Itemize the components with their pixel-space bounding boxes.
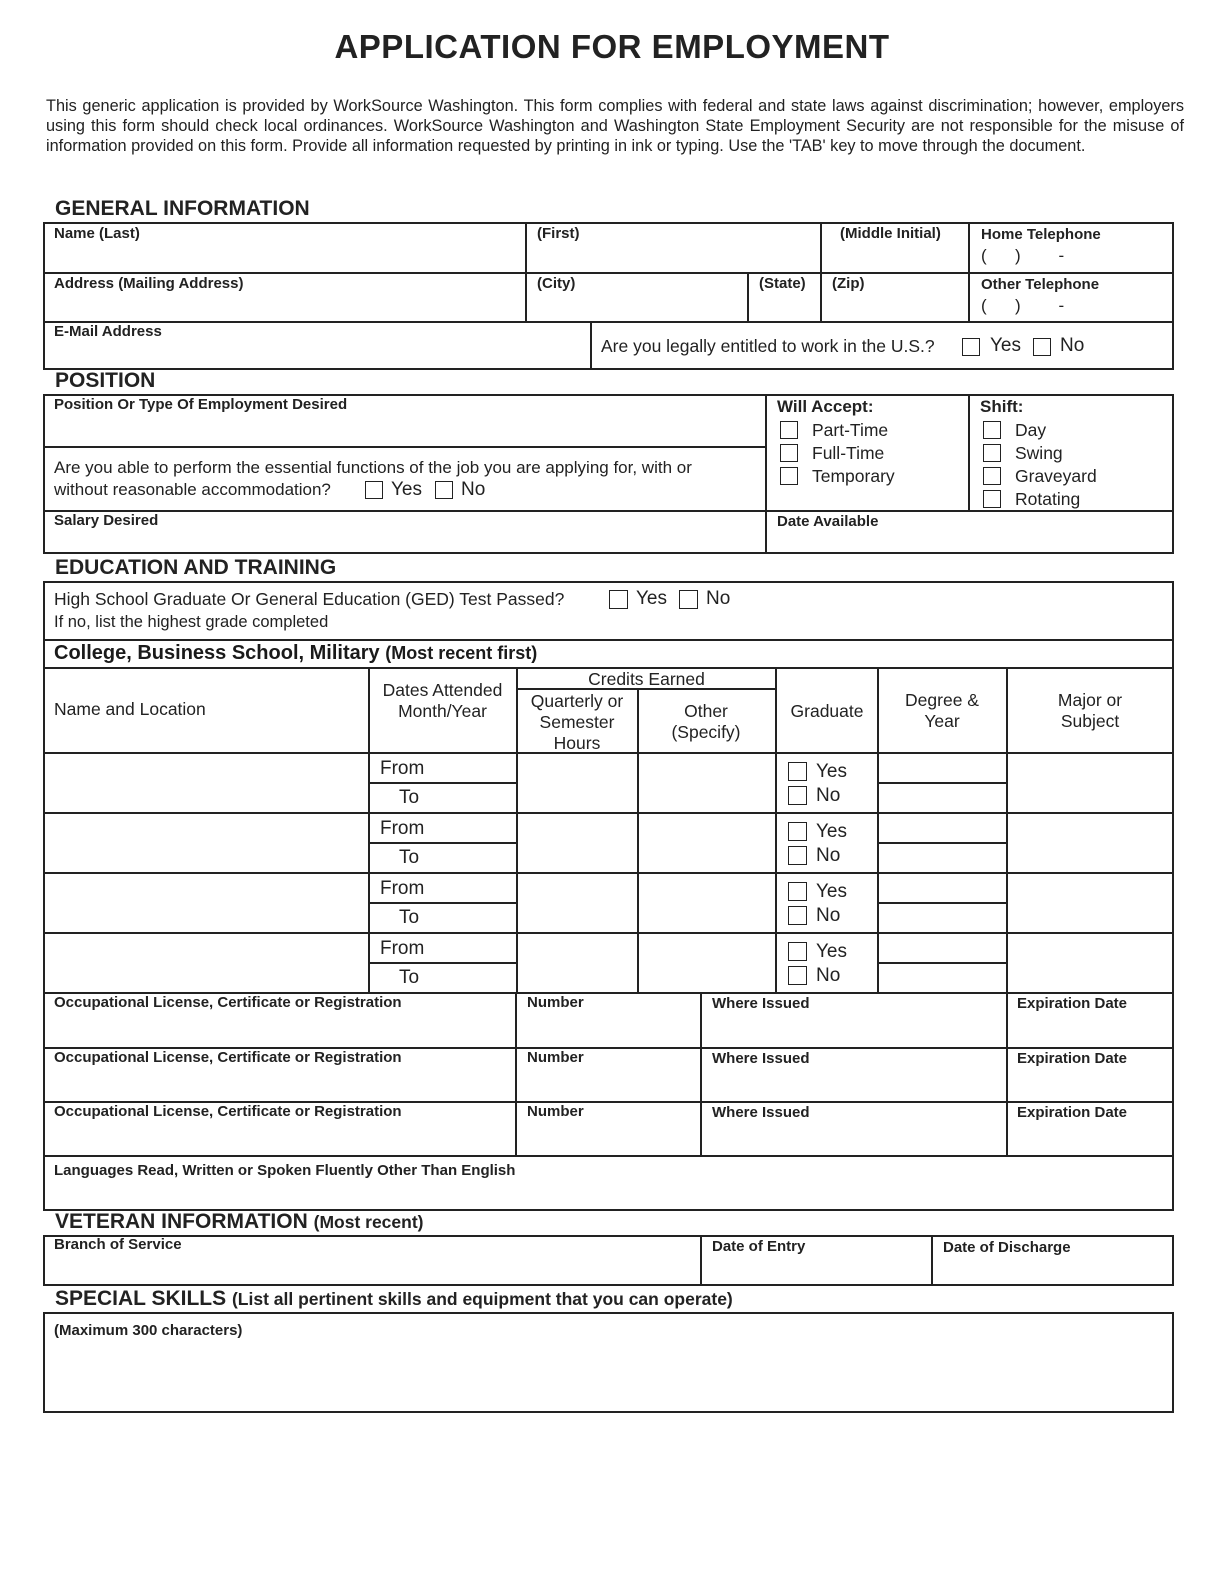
essential-functions-question: Are you able to perform the essential functions of the job you are applying for, with or xyxy=(54,458,692,477)
essential-no-label: No xyxy=(461,479,486,500)
will-accept-label: Will Accept: xyxy=(777,397,874,416)
divider xyxy=(877,842,1007,844)
divider xyxy=(515,993,517,1157)
divider xyxy=(43,1235,1174,1237)
divider xyxy=(1172,1235,1174,1286)
divider xyxy=(1172,394,1174,554)
graduate-yes-checkbox[interactable] xyxy=(788,822,807,841)
temporary-label: Temporary xyxy=(812,466,895,486)
swing-shift-checkbox[interactable] xyxy=(983,444,1001,462)
skills-heading-text: SPECIAL SKILLS xyxy=(55,1287,227,1310)
divider xyxy=(43,446,766,448)
license-field-3[interactable]: Occupational License, Certificate or Registration xyxy=(54,1103,402,1120)
divider xyxy=(747,272,749,323)
essential-no-checkbox[interactable] xyxy=(435,481,453,499)
special-skills-field[interactable]: (Maximum 300 characters) xyxy=(54,1322,243,1339)
to-label: To xyxy=(399,967,420,988)
license-expiration-1[interactable]: Expiration Date xyxy=(1017,995,1128,1012)
other-phone-mask: ( ) - xyxy=(981,296,1065,315)
graduate-yes-checkbox[interactable] xyxy=(788,762,807,781)
rotating-shift-label: Rotating xyxy=(1015,489,1081,509)
date-of-entry-field[interactable]: Date of Entry xyxy=(712,1238,806,1255)
license-where-issued-2[interactable]: Where Issued xyxy=(712,1050,810,1067)
divider xyxy=(1006,993,1008,1157)
divider xyxy=(43,552,1174,554)
divider xyxy=(43,1312,45,1413)
divider xyxy=(43,222,45,370)
license-number-2[interactable]: Number xyxy=(527,1049,584,1066)
divider xyxy=(43,272,1174,274)
divider xyxy=(43,1155,1174,1157)
shift-label: Shift: xyxy=(980,397,1024,416)
from-label: From xyxy=(380,818,425,839)
divider xyxy=(43,581,45,1211)
essential-yes-checkbox[interactable] xyxy=(365,481,383,499)
home-phone-mask: ( ) - xyxy=(981,246,1065,265)
swing-shift-label: Swing xyxy=(1015,443,1063,463)
graduate-yes-label: Yes xyxy=(816,881,847,902)
college-heading xyxy=(54,642,537,665)
other-telephone-field[interactable]: Other Telephone xyxy=(981,276,1100,293)
college-heading-text: College, Business School, Military xyxy=(54,642,380,664)
col-degree-year: Degree & Year xyxy=(905,690,979,731)
education-heading: EDUCATION AND TRAINING xyxy=(55,556,337,579)
graveyard-shift-label: Graveyard xyxy=(1015,466,1097,486)
divider xyxy=(43,812,1174,814)
divider xyxy=(700,993,702,1157)
license-field-1[interactable]: Occupational License, Certificate or Registration xyxy=(54,994,402,1011)
hs-yes-label: Yes xyxy=(636,588,667,609)
part-time-label: Part-Time xyxy=(812,420,889,440)
divider xyxy=(931,1235,933,1286)
veteran-heading xyxy=(55,1210,424,1234)
col-dates-attended: Dates Attended Month/Year xyxy=(382,680,503,721)
divider xyxy=(43,581,1174,583)
graduate-yes-label: Yes xyxy=(816,821,847,842)
divider xyxy=(700,1235,702,1286)
divider xyxy=(590,321,592,370)
graduate-yes-label: Yes xyxy=(816,761,847,782)
from-label: From xyxy=(380,878,425,899)
divider xyxy=(368,667,370,993)
divider xyxy=(968,222,970,323)
col-graduate: Graduate xyxy=(790,701,864,721)
essential-functions-question-2: without reasonable accommodation? xyxy=(54,480,331,499)
graduate-no-label: No xyxy=(816,845,841,866)
state-field[interactable]: (State) xyxy=(759,275,806,292)
intro-paragraph: This generic application is provided by WorkSource Washington. This form complies with federal and state laws against discrimination; however, employers using this form should check local ordinances. WorkSource Washington and Washington State Employment Security are not responsible for the misuse of information provided on this form. Provide all information requested by printing in ink or typing. Use the 'TAB' key to move through the document. xyxy=(46,97,1184,155)
graduate-no-label: No xyxy=(816,905,841,926)
salary-desired-field[interactable]: Salary Desired xyxy=(54,512,159,529)
divider xyxy=(43,368,1174,370)
divider xyxy=(43,222,1174,224)
rotating-shift-checkbox[interactable] xyxy=(983,490,1001,508)
license-number-3[interactable]: Number xyxy=(527,1103,584,1120)
divider xyxy=(877,782,1007,784)
name-last-field[interactable]: Name (Last) xyxy=(54,225,140,242)
license-where-issued-3[interactable]: Where Issued xyxy=(712,1104,810,1121)
zip-field[interactable]: (Zip) xyxy=(832,275,865,292)
divider xyxy=(43,639,1174,641)
graduate-no-checkbox[interactable] xyxy=(788,786,807,805)
divider xyxy=(820,222,822,323)
temporary-checkbox[interactable] xyxy=(780,467,798,485)
position-heading: POSITION xyxy=(55,369,156,392)
col-other-specify: Other (Specify) xyxy=(671,701,741,742)
to-label: To xyxy=(399,907,420,928)
full-time-checkbox[interactable] xyxy=(780,444,798,462)
divider xyxy=(1006,667,1008,993)
legal-no-label: No xyxy=(1060,335,1085,356)
hs-no-label: No xyxy=(706,588,731,609)
address-field[interactable]: Address (Mailing Address) xyxy=(54,275,244,292)
divider xyxy=(968,394,970,512)
divider xyxy=(368,902,518,904)
divider xyxy=(516,667,518,993)
col-quarterly-hours: Quarterly or Semester Hours xyxy=(530,691,624,753)
graduate-no-label: No xyxy=(816,785,841,806)
divider xyxy=(877,902,1007,904)
col-name-location: Name and Location xyxy=(54,699,206,719)
col-credits-earned: Credits Earned xyxy=(588,669,705,689)
divider xyxy=(368,842,518,844)
graduate-no-checkbox[interactable] xyxy=(788,906,807,925)
license-number-1[interactable]: Number xyxy=(527,994,584,1011)
divider xyxy=(1172,581,1174,1211)
from-label: From xyxy=(380,758,425,779)
license-where-issued-1[interactable]: Where Issued xyxy=(712,995,810,1012)
graduate-no-label: No xyxy=(816,965,841,986)
hs-no-checkbox[interactable] xyxy=(679,590,698,609)
divider xyxy=(1172,1312,1174,1413)
general-heading: GENERAL INFORMATION xyxy=(55,197,310,220)
divider xyxy=(43,872,1174,874)
divider xyxy=(765,394,767,554)
divider xyxy=(43,932,1174,934)
graveyard-shift-checkbox[interactable] xyxy=(983,467,1001,485)
divider xyxy=(525,222,527,323)
skills-heading-sub: (List all pertinent skills and equipment that you can operate) xyxy=(231,1289,733,1309)
languages-field[interactable]: Languages Read, Written or Spoken Fluently Other Than English xyxy=(54,1162,516,1179)
to-label: To xyxy=(399,847,420,868)
middle-initial-field[interactable]: (Middle Initial) xyxy=(840,225,941,242)
divider xyxy=(43,1284,1174,1286)
license-field-2[interactable]: Occupational License, Certificate or Registration xyxy=(54,1049,402,1066)
hs-followup: If no, list the highest grade completed xyxy=(54,613,329,631)
license-expiration-2[interactable]: Expiration Date xyxy=(1017,1050,1128,1067)
hs-yes-checkbox[interactable] xyxy=(609,590,628,609)
date-available-field[interactable]: Date Available xyxy=(777,513,879,530)
full-time-label: Full-Time xyxy=(812,443,885,463)
graduate-yes-label: Yes xyxy=(816,941,847,962)
city-field[interactable]: (City) xyxy=(537,275,576,292)
day-shift-label: Day xyxy=(1015,420,1047,440)
day-shift-checkbox[interactable] xyxy=(983,421,1001,439)
first-name-field[interactable]: (First) xyxy=(537,225,580,242)
branch-of-service-field[interactable]: Branch of Service xyxy=(54,1236,182,1253)
veteran-heading-text: VETERAN INFORMATION xyxy=(55,1210,308,1233)
email-field[interactable]: E-Mail Address xyxy=(54,323,162,340)
skills-heading xyxy=(55,1287,733,1311)
graduate-yes-checkbox[interactable] xyxy=(788,882,807,901)
home-telephone-field[interactable]: Home Telephone xyxy=(981,226,1101,243)
legal-no-checkbox[interactable] xyxy=(1033,338,1051,356)
divider xyxy=(637,689,639,993)
legal-yes-checkbox[interactable] xyxy=(962,338,980,356)
divider xyxy=(43,1235,45,1286)
divider xyxy=(877,667,879,993)
divider xyxy=(43,510,1174,512)
col-major-subject: Major or Subject xyxy=(1057,690,1123,731)
hs-graduate-question: High School Graduate Or General Education (GED) Test Passed? xyxy=(54,589,565,609)
graduate-yes-checkbox[interactable] xyxy=(788,942,807,961)
college-heading-sub: (Most recent first) xyxy=(385,643,538,663)
divider xyxy=(43,1312,1174,1314)
legal-yes-label: Yes xyxy=(990,335,1021,356)
legal-work-question: Are you legally entitled to work in the U.S.? xyxy=(601,336,935,356)
from-label: From xyxy=(380,938,425,959)
divider xyxy=(43,394,45,554)
divider xyxy=(368,962,518,964)
part-time-checkbox[interactable] xyxy=(780,421,798,439)
position-desired-field[interactable]: Position Or Type Of Employment Desired xyxy=(54,396,348,413)
divider xyxy=(368,782,518,784)
graduate-no-checkbox[interactable] xyxy=(788,966,807,985)
page-title: APPLICATION FOR EMPLOYMENT xyxy=(334,28,890,65)
graduate-no-checkbox[interactable] xyxy=(788,846,807,865)
to-label: To xyxy=(399,787,420,808)
essential-yes-label: Yes xyxy=(391,479,422,500)
divider xyxy=(877,962,1007,964)
date-of-discharge-field[interactable]: Date of Discharge xyxy=(943,1239,1071,1256)
divider xyxy=(43,321,1174,323)
veteran-heading-sub: (Most recent) xyxy=(313,1212,424,1232)
license-expiration-3[interactable]: Expiration Date xyxy=(1017,1104,1128,1121)
divider xyxy=(1172,222,1174,370)
divider xyxy=(43,1411,1174,1413)
